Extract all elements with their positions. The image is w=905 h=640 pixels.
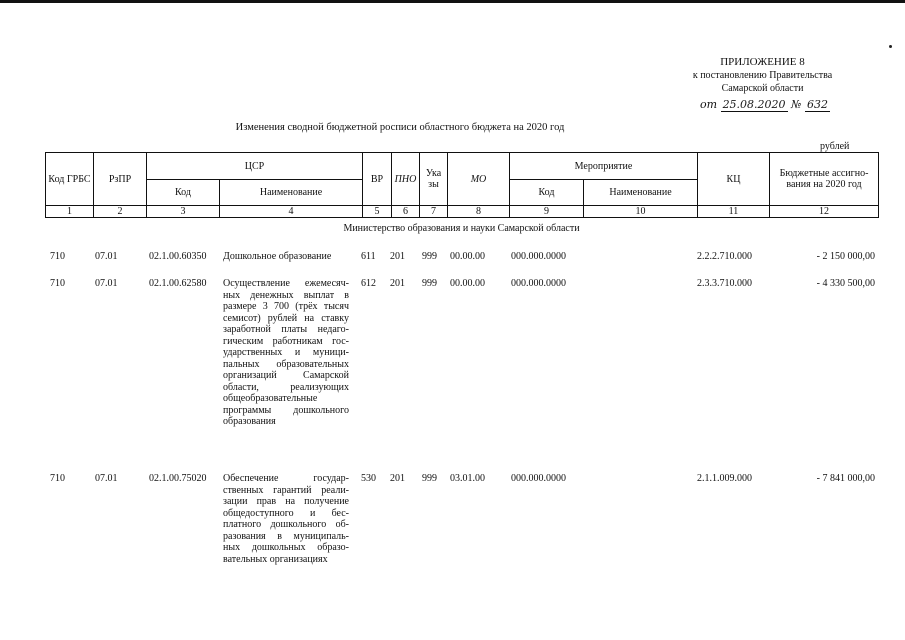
document-title: Изменения сводной бюджетной росписи областного бюджета на 2020 год (235, 122, 565, 133)
cell-vr: 611 (361, 251, 376, 262)
cell-mer-kod: 000.000.0000 (511, 473, 566, 484)
cell-sum: - 7 841 000,00 (816, 473, 875, 484)
cell-sum: - 2 150 000,00 (816, 251, 875, 262)
header-budget: Бюджетные ассигно- вания на 2020 год (770, 153, 879, 206)
units-label: рублей (820, 141, 850, 152)
cell-grbs: 710 (50, 251, 65, 262)
cell-name: Дошкольное образование (223, 251, 332, 262)
cell-pno: 201 (390, 278, 405, 289)
appendix-subtitle: к постановлению Правительства (692, 70, 833, 81)
cell-mer-kod: 000.000.0000 (511, 251, 566, 262)
cell-csr: 02.1.00.60350 (149, 251, 207, 262)
col-number: 11 (698, 206, 770, 218)
cell-ukazy: 999 (422, 251, 437, 262)
cell-ukazy: 999 (422, 278, 437, 289)
table-header (45, 152, 879, 218)
col-number: 12 (770, 206, 879, 218)
header-kc: КЦ (698, 153, 770, 206)
cell-sum: - 4 330 500,00 (816, 278, 875, 289)
cell-pno: 201 (390, 473, 405, 484)
cell-rzpr: 07.01 (95, 251, 118, 262)
header-pno: ПНО (392, 153, 420, 206)
cell-mo: 00.00.00 (450, 278, 485, 289)
col-number: 5 (363, 206, 392, 218)
appendix-block (660, 56, 865, 95)
col-number: 6 (392, 206, 420, 218)
header-csr-name: Наименование (220, 180, 363, 206)
scan-top-border (0, 0, 905, 3)
decree-signature-line (700, 98, 830, 111)
ministry-heading: Министерство образования и науки Самарской области (343, 223, 580, 234)
col-number: 2 (94, 206, 147, 218)
header-rzpr: РзПР (94, 153, 147, 206)
col-number: 7 (420, 206, 448, 218)
cell-name: Обеспечение государ- ственных гарантий реали- зации прав на получение общедоступного и бес- платного дошкольного об- разования в муниципаль- ных дошкольных образо- вательных организациях (223, 473, 349, 565)
cell-name: Осуществление ежемесяч- ных денежных выплат в размере 3 700 (трёх тысяч семисот) рублей на ставку заработной платы недаго- гическим работникам гос- ударственных и муници- пальных образовательных организаций Самарской области, реализующих общеобразовательные программы дошкольного образования (223, 278, 349, 427)
header-mo: МО (448, 153, 510, 206)
sign-number-label: № (791, 98, 802, 111)
header-csr: ЦСР (147, 153, 363, 180)
header-mer-name: Наименование (584, 180, 698, 206)
appendix-region: Самарской области (721, 83, 804, 94)
cell-kc: 2.1.1.009.000 (697, 473, 752, 484)
handwritten-date: 25.08.2020 (722, 98, 786, 111)
cell-csr: 02.1.00.75020 (149, 473, 207, 484)
col-number: 1 (46, 206, 94, 218)
cell-mo: 03.01.00 (450, 473, 485, 484)
col-number: 8 (448, 206, 510, 218)
cell-vr: 530 (361, 473, 376, 484)
cell-kc: 2.2.2.710.000 (697, 251, 752, 262)
header-mer-kod: Код (510, 180, 584, 206)
cell-rzpr: 07.01 (95, 473, 118, 484)
header-meropriyatie: Мероприятие (510, 153, 698, 180)
cell-mer-kod: 000.000.0000 (511, 278, 566, 289)
header-kod-grbs: Код ГРБС (46, 153, 94, 206)
cell-rzpr: 07.01 (95, 278, 118, 289)
col-number: 10 (584, 206, 698, 218)
cell-ukazy: 999 (422, 473, 437, 484)
scan-speck (889, 45, 892, 48)
cell-grbs: 710 (50, 278, 65, 289)
cell-mo: 00.00.00 (450, 251, 485, 262)
col-number: 3 (147, 206, 220, 218)
cell-csr: 02.1.00.62580 (149, 278, 207, 289)
header-vr: ВР (363, 153, 392, 206)
col-number: 4 (220, 206, 363, 218)
header-csr-kod: Код (147, 180, 220, 206)
cell-grbs: 710 (50, 473, 65, 484)
cell-vr: 612 (361, 278, 376, 289)
col-number: 9 (510, 206, 584, 218)
cell-kc: 2.3.3.710.000 (697, 278, 752, 289)
appendix-title: ПРИЛОЖЕНИЕ 8 (720, 56, 805, 68)
handwritten-number: 632 (806, 98, 828, 111)
sign-prefix: от (700, 98, 718, 111)
cell-pno: 201 (390, 251, 405, 262)
header-ukazy: Ука зы (420, 153, 448, 206)
